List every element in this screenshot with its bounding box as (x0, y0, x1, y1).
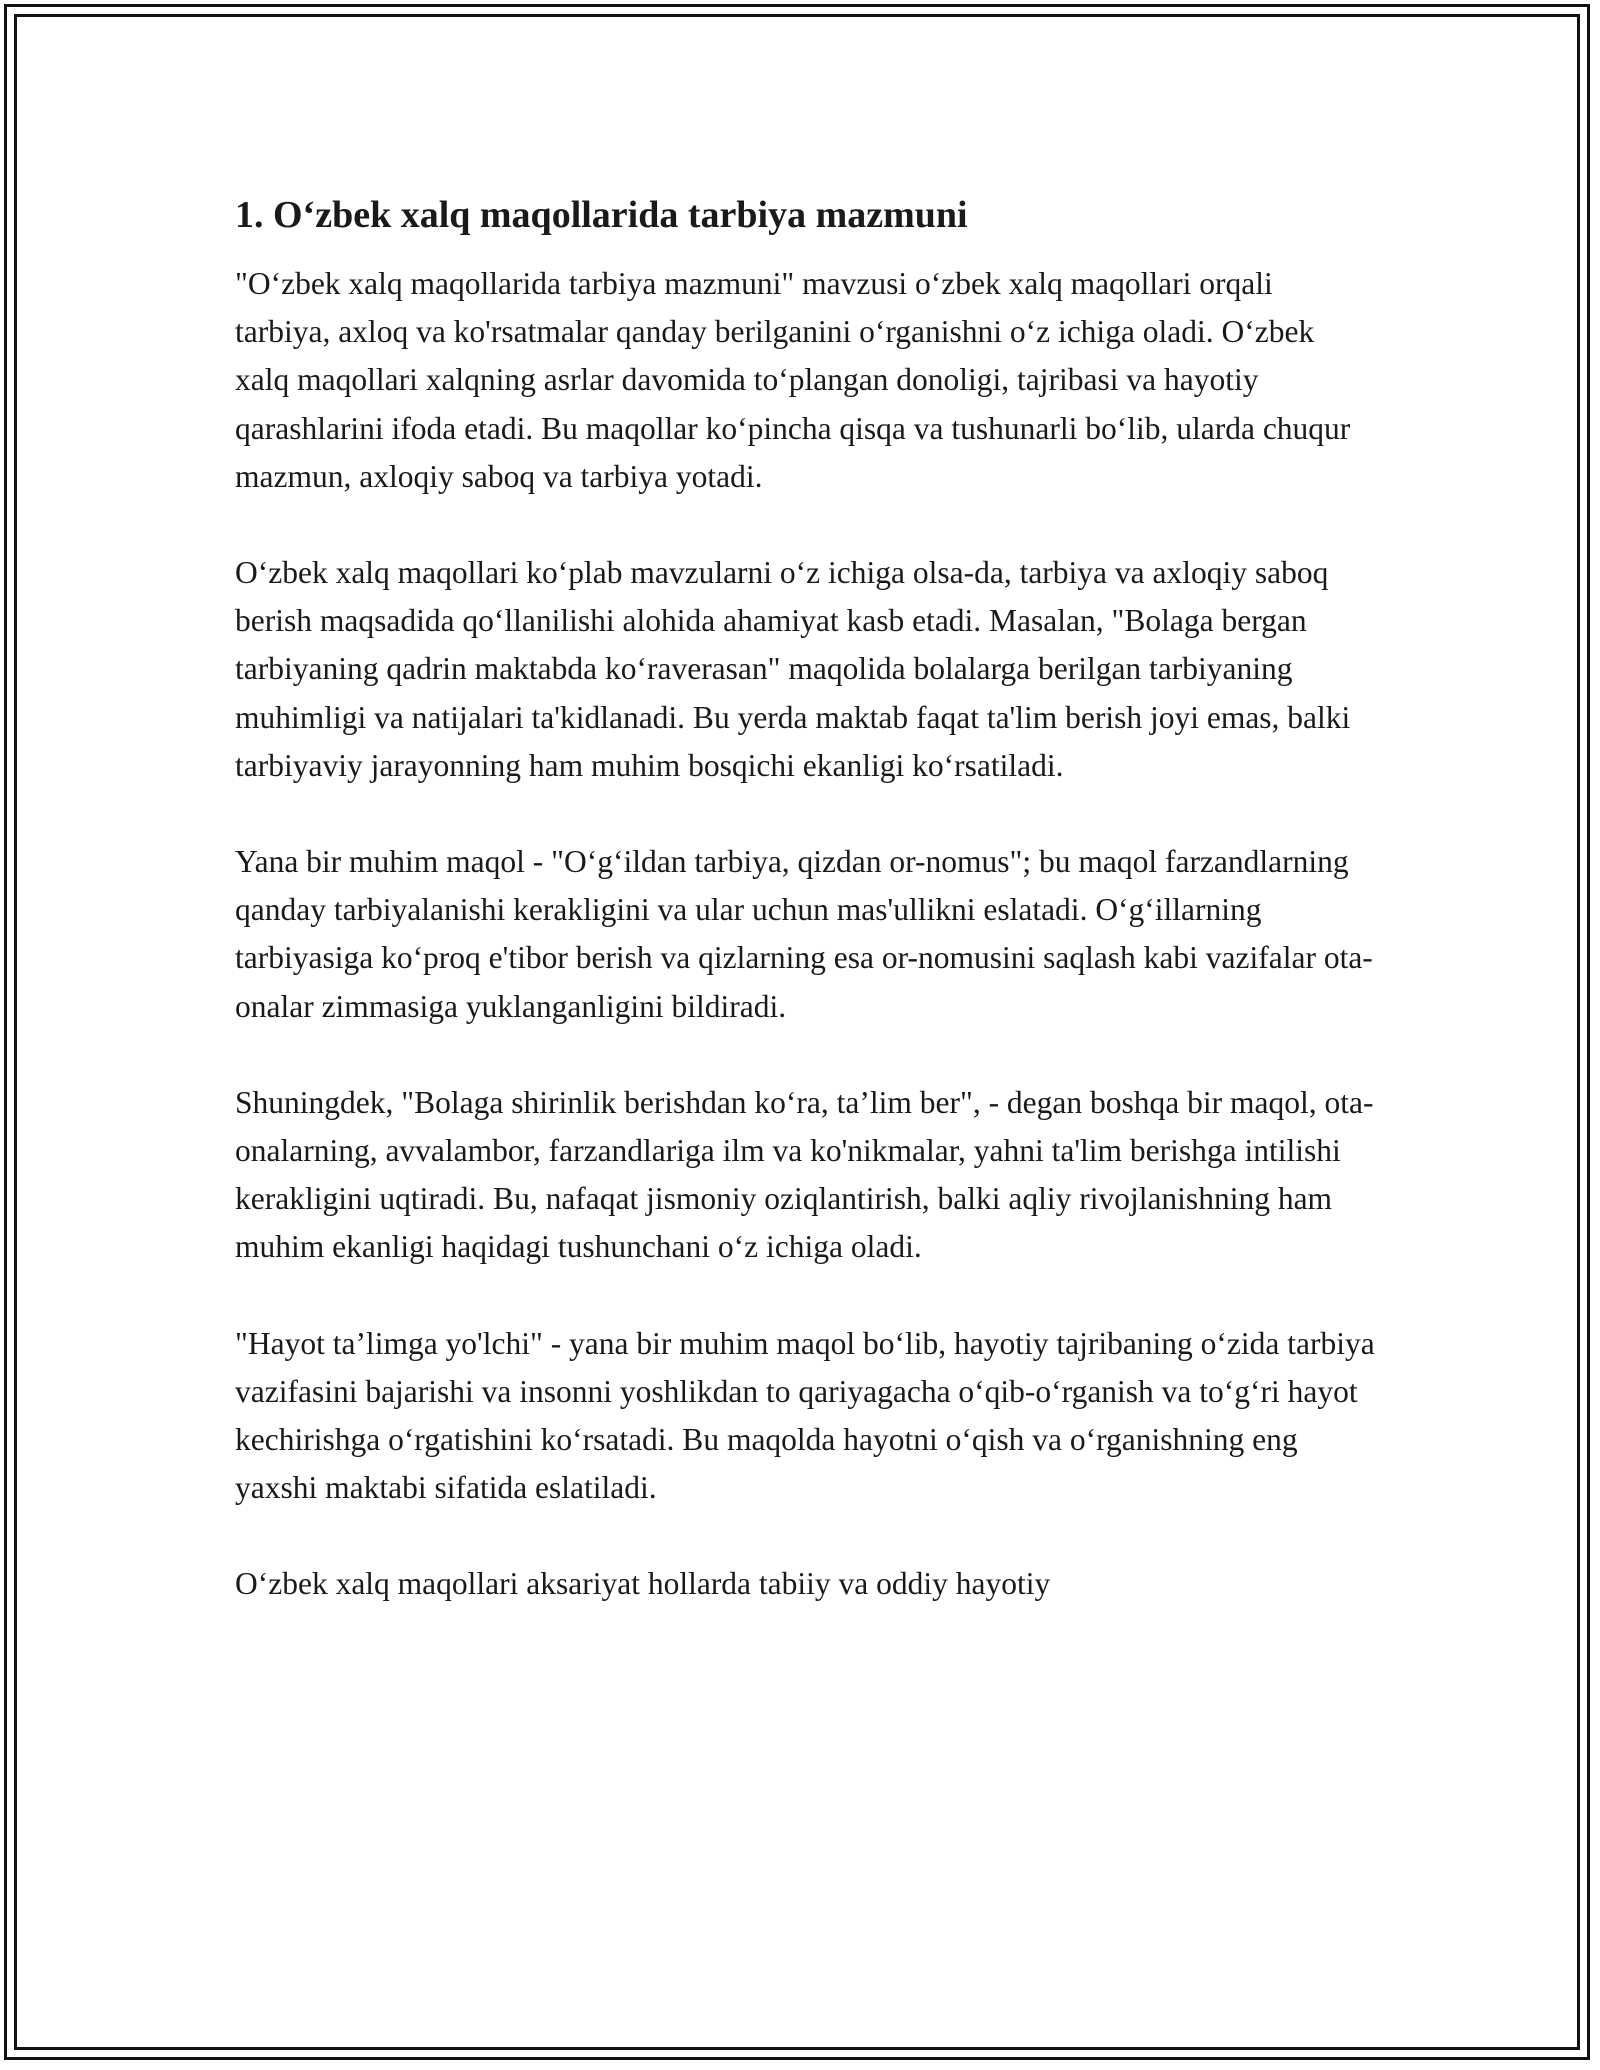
document-body (235, 188, 1375, 1609)
paragraph-son-daughter-proverb: Yana bir muhim maqol - "O‘g‘ildan tarbiya, qizdan or-nomus"; bu maqol farzandlarning qanday tarbiyalanishi kerakligini va ular uchun mas'ullikni eslatadi. O‘g‘illarning tarbiyasiga ko‘proq e'tibor berish va qizlarning esa or-nomusini saqlash kabi vazifalar ota-onalar zimmasiga yuklanganligini bildiradi. (235, 844, 1373, 1024)
paragraph-intro: "O‘zbek xalq maqollarida tarbiya mazmuni" mavzusi o‘zbek xalq maqollari orqali tarbiya, axloq va ko'rsatmalar qanday berilganini o‘rganishni o‘z ichiga oladi. O‘zbek xalq maqollari xalqning asrlar davomida to‘plangan donoligi, tajribasi va hayotiy qarashlarini ifoda etadi. Bu maqollar ko‘pincha qisqa va tushunarli bo‘lib, ularda chuqur mazmun, axloqiy saboq va tarbiya yotadi. (235, 266, 1351, 494)
paragraph-education-proverbs: O‘zbek xalq maqollari ko‘plab mavzularni o‘z ichiga olsa-da, tarbiya va axloqiy saboq berish maqsadida qo‘llanilishi alohida ahamiyat kasb etadi. Masalan, "Bolaga bergan tarbiyaning qadrin maktabda ko‘raverasan" maqolida bolalarga berilgan tarbiyaning muhimligi va natijalari ta'kidlanadi. Bu yerda maktab faqat ta'lim berish joyi emas, balki tarbiyaviy jarayonning ham muhim bosqichi ekanligi ko‘rsatiladi. (235, 555, 1351, 783)
paragraph-closing: O‘zbek xalq maqollari aksariyat hollarda tabiiy va oddiy hayotiy (235, 1566, 1051, 1602)
section-heading: 1. O‘zbek xalq maqollarida tarbiya mazmuni (235, 194, 968, 236)
paragraph-learning-proverb: Shuningdek, "Bolaga shirinlik berishdan ko‘ra, ta’lim ber", - degan boshqa bir maqol, ota-onalarning, avvalambor, farzandlariga ilm va ko'nikmalar, yahni ta'lim berishga intilishi kerakligini uqtiradi. Bu, nafaqat jismoniy oziqlantirish, balki aqliy rivojlanishning ham muhim ekanligi haqidagi tushunchani o‘z ichiga oladi. (235, 1084, 1374, 1265)
paragraph-life-proverb: "Hayot ta’limga yo'lchi" - yana bir muhim maqol bo‘lib, hayotiy tajribaning o‘zida tarbiya vazifasini bajarishi va insonni yoshlikdan to qariyagacha o‘qib-o‘rganish va to‘g‘ri hayot kechirishga o‘rgatishini ko‘rsatadi. Bu maqolda hayotni o‘qish va o‘rganishning eng yaxshi maktabi sifatida eslatiladi. (235, 1325, 1375, 1506)
